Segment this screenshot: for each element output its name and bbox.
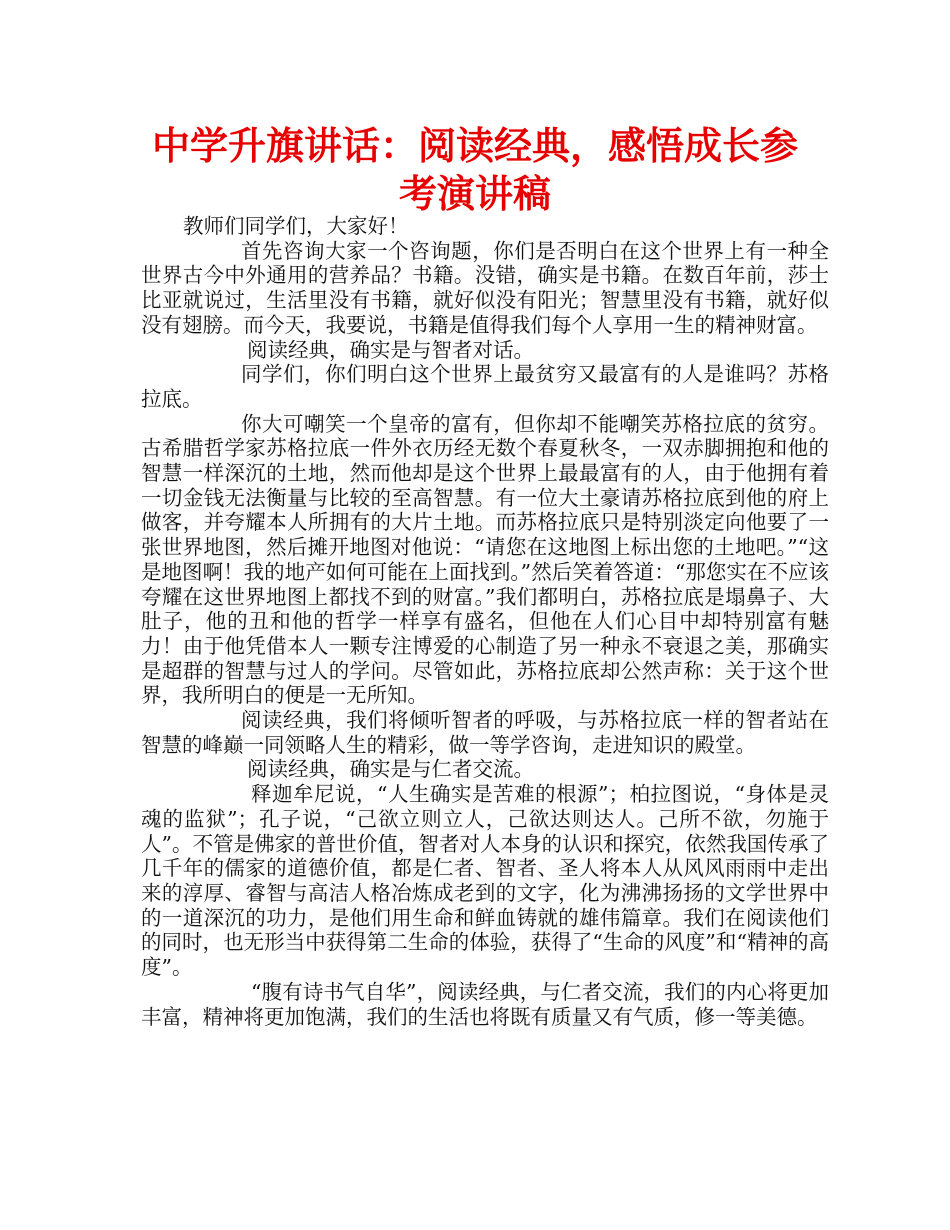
paragraph-greeting: 教师们同学们，大家好！	[183, 214, 409, 238]
paragraph-conclusion: “腹有诗书气自华”，阅读经典，与仁者交流，我们的内心将更加丰富，精神将更加饱满，我们的生活也将既有质量又有气质，修一等美德。	[141, 979, 829, 1029]
paragraph-wise-summary: 阅读经典，我们将倾听智者的呼吸，与苏格拉底一样的智者站在智慧的峰巅一同领略人生的精彩，做一等学咨询，走进知识的殿堂。	[141, 708, 829, 757]
section-heading-benevolent: 阅读经典，确实是与仁者交流。	[247, 757, 534, 782]
paragraph-question: 同学们，你们明白这个世界上最贫穷又最富有的人是谁吗？苏格拉底。	[141, 362, 829, 411]
paragraph-quotes: 释迦牟尼说，“人生确实是苦难的根源”；柏拉图说，“身体是灵魂的监狱”；孔子说，“己欲立则立人，己欲达则达人。己所不欲，勿施于人”。不管是佛家的普世价值，智者对人本身的认识和探究，依然我国传承了几千年的儒家的道德价值，都是仁者、智者、圣人将本人从风风雨雨中走出来的淳厚、睿智与高洁人格冶炼成老到的文字，化为沸沸扬扬的文学世界中的一道深沉的功力，是他们用生命和鲜血铸就的雄伟篇章。我们在阅读他们的同时，也无形当中获得第二生命的体验，获得了“生命的风度”和“精神的高度”。	[141, 782, 829, 980]
paragraph-socrates: 你大可嘲笑一个皇帝的富有，但你却不能嘲笑苏格拉底的贫穷。古希腊哲学家苏格拉底一件外衣历经无数个春夏秋冬，一双赤脚拥抱和他的智慧一样深沉的土地，然而他却是这个世界上最最富有的人，由于他拥有着一切金钱无法衡量与比较的至高智慧。有一位大土豪请苏格拉底到他的府上做客，并夸耀本人所拥有的大片土地。而苏格拉底只是特别淡定向他要了一张世界地图，然后摊开地图对他说：“请您在这地图上标出您的土地吧。”“这是地图啊！我的地产如何可能在上面找到。”然后笑着答道：“那您实在不应该夸耀在这世界地图上都找不到的财富。”我们都明白，苏格拉底是塌鼻子、大肚子，他的丑和他的哲学一样享有盛名，但他在人们心目中却特别富有魅力！由于他凭借本人一颗专注博爱的心制造了另一种永不衰退之美，那确实是超群的智慧与过人的学问。尽管如此，苏格拉底却公然声称：关于这个世界，我所明白的便是一无所知。	[141, 411, 829, 708]
document-body	[141, 214, 829, 1029]
document-title: 中学升旗讲话：阅读经典，感悟成长参考演讲稿	[151, 124, 798, 216]
paragraph-intro: 首先咨询大家一个咨询题，你们是否明白在这个世界上有一种全世界古今中外通用的营养品？书籍。没错，确实是书籍。在数百年前，莎士比亚就说过，生活里没有书籍，就好似没有阳光；智慧里没有书籍，就好似没有翅膀。而今天，我要说，书籍是值得我们每个人享用一生的精神财富。	[141, 238, 829, 337]
section-heading-wise: 阅读经典，确实是与智者对话。	[247, 337, 534, 362]
